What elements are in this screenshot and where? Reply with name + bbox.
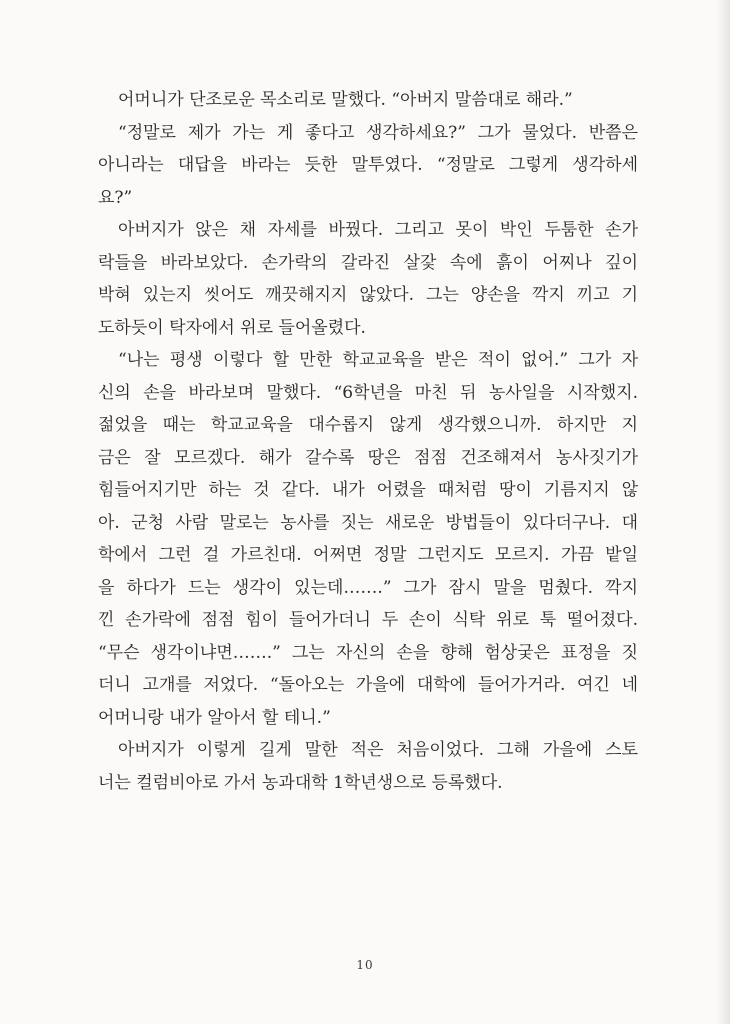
text-line: 신의 손을 바라보며 말했다. “6학년을 마친 뒤 농사일을 시작했지. xyxy=(98,382,638,403)
text-line: 힘들어지기만 하는 것 같다. 내가 어렸을 때처럼 땅이 기름지지 않 xyxy=(98,480,638,500)
text-line: 락들을 바라보았다. 손가락의 갈라진 살갗 속에 흙이 어찌나 깊이 xyxy=(98,252,638,273)
text-line: 금은 잘 모르겠다. 해가 갈수록 땅은 점점 건조해져서 농사짓기가 xyxy=(98,447,638,468)
text-line: “정말로 제가 가는 게 좋다고 생각하세요?” 그가 물었다. 반쯤은 xyxy=(118,122,638,143)
page-edge-shadow xyxy=(716,0,730,1024)
text-line: 젊었을 때는 학교교육을 대수롭지 않게 생각했으니까. 하지만 지 xyxy=(98,415,638,435)
text-line: 요?” xyxy=(98,187,133,208)
text-line: 을 하다가 드는 생각이 있는데…….” 그가 잠시 말을 멈췄다. 깍지 xyxy=(98,577,638,598)
text-line: 어머니랑 내가 알아서 할 테니.” xyxy=(98,707,331,728)
text-line: 아버지가 이렇게 길게 말한 적은 처음이었다. 그해 가을에 스토 xyxy=(118,740,638,760)
body-text xyxy=(98,84,638,799)
paragraph xyxy=(98,734,638,799)
text-line: 도하듯이 탁자에서 위로 들어올렸다. xyxy=(98,317,366,338)
paragraph xyxy=(98,344,638,734)
page-number: 10 xyxy=(356,958,374,972)
text-line: 너는 컬럼비아로 가서 농과대학 1학년생으로 등록했다. xyxy=(98,772,503,793)
text-line: “나는 평생 이렇다 할 만한 학교교육을 받은 적이 없어.” 그가 자 xyxy=(118,350,638,370)
text-line: 아니라는 대답을 바라는 듯한 말투였다. “정말로 그렇게 생각하세 xyxy=(98,155,638,175)
text-line: 학에서 그런 걸 가르친대. 어쩌면 정말 그런지도 모르지. 가끔 밭일 xyxy=(98,545,638,565)
text-line: 낀 손가락에 점점 힘이 들어가더니 두 손이 식탁 위로 툭 떨어졌다. xyxy=(98,610,638,630)
text-line: 아버지가 앉은 채 자세를 바꿨다. 그리고 못이 박인 두툼한 손가 xyxy=(118,220,638,240)
text-line: 아. 군청 사람 말로는 농사를 짓는 새로운 방법들이 있다더구나. 대 xyxy=(98,512,638,533)
text-line: 박혀 있는지 씻어도 깨끗해지지 않았다. 그는 양손을 깍지 끼고 기 xyxy=(98,285,638,305)
text-line: “무슨 생각이냐면…….” 그는 자신의 손을 향해 험상궂은 표정을 짓 xyxy=(98,642,638,663)
text-line: 어머니가 단조로운 목소리로 말했다. “아버지 말씀대로 해라.” xyxy=(118,90,573,110)
text-line: 더니 고개를 저었다. “돌아오는 가을에 대학에 들어가거라. 여긴 네 xyxy=(98,675,638,695)
paragraph xyxy=(98,214,638,344)
paragraph xyxy=(118,84,638,117)
paragraph xyxy=(98,117,638,215)
